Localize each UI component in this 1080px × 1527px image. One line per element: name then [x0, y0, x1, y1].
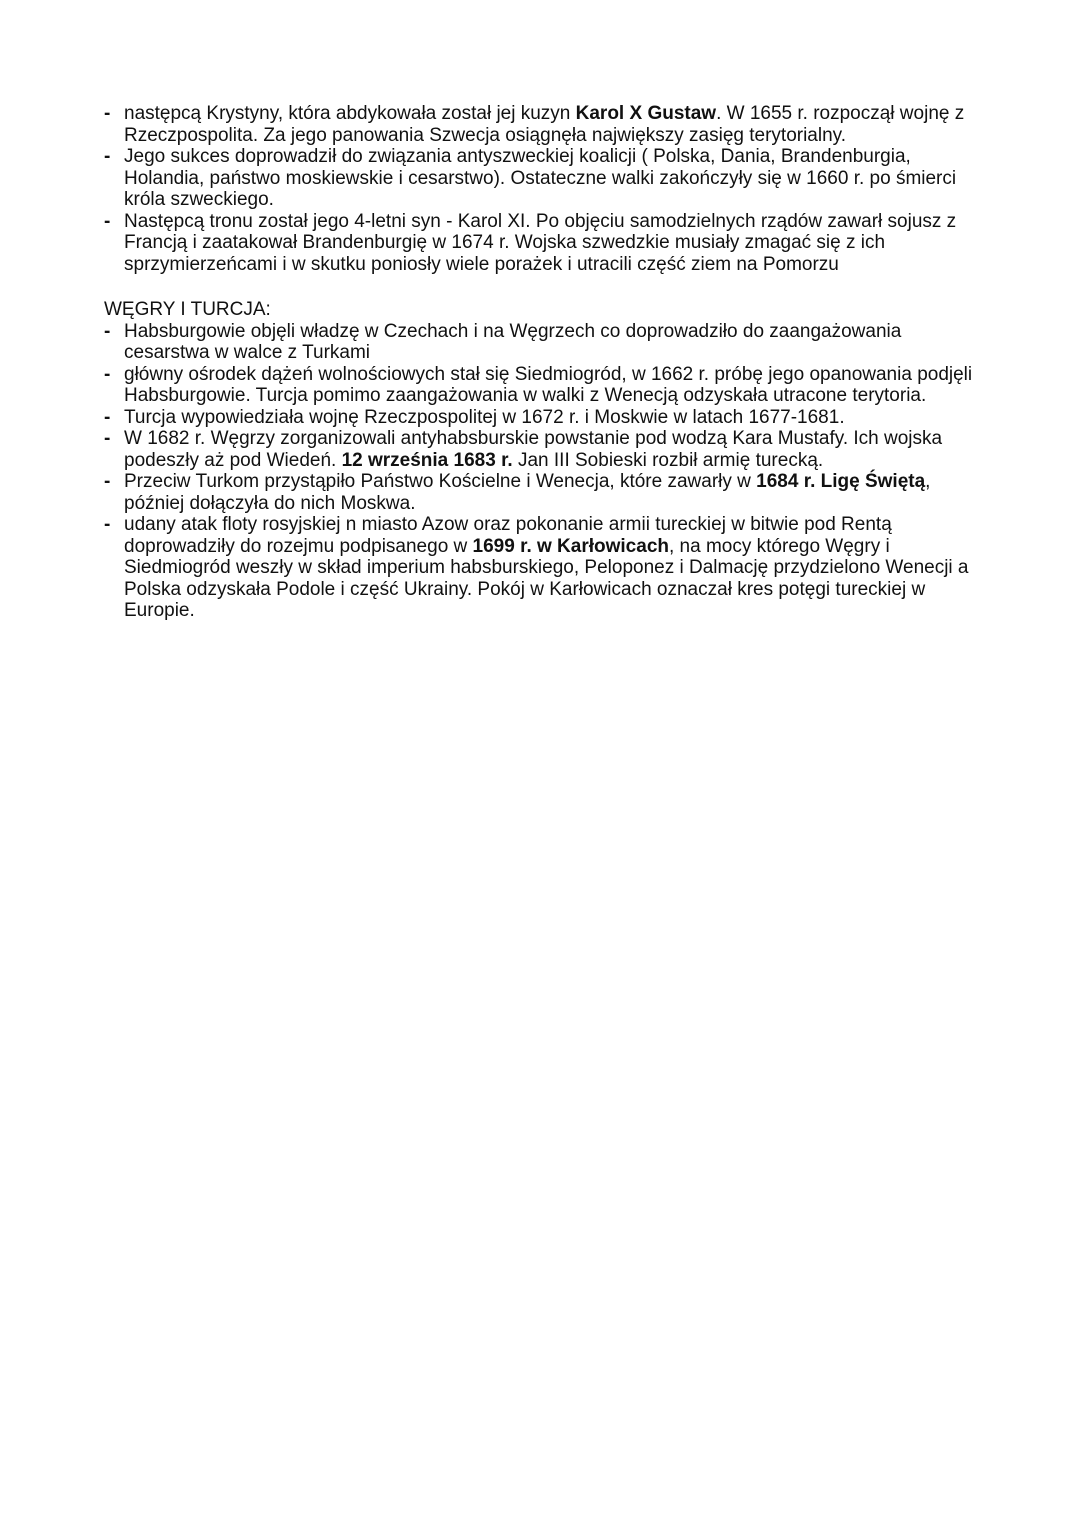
text-run: , na mocy którego Węgry i Siedmiogród weszły w skład imperium habsburskiego, Peloponez i Dalmację przydzielono Wenecji a Polska odzyskała Podole i część Ukrainy. Pokój w Karłowicach oznaczał kres potęgi tureckiej w Europie.: [124, 535, 969, 621]
text-run: Habsburgowie objęli władzę w Czechach i na Węgrzech co doprowadziło do zaangażowania cesarstwa w walce z Turkami: [124, 320, 902, 363]
text-run: następcą Krystyny, która abdykowała został jej kuzyn: [124, 103, 576, 124]
list-item: [104, 364, 984, 407]
list-item: [104, 103, 984, 146]
list-item: [104, 428, 984, 471]
text-run: główny ośrodek dążeń wolnościowych stał się Siedmiogród, w 1662 r. próbę jego opanowania podjęli Habsburgowie. Turcja pomimo zaangażowania w walki z Wenecją odzyskała utracone terytoria.: [124, 363, 973, 406]
list-item: [104, 321, 984, 364]
list-item: [104, 211, 984, 276]
bullet-dash: -: [104, 428, 111, 449]
text-run: Przeciw Turkom przystąpiło Państwo Kościelne i Wenecja, które zawarły w: [124, 471, 757, 492]
section-sweden: [104, 103, 984, 275]
bold-text: 12 września 1683 r.: [341, 449, 513, 471]
bullet-list: [104, 321, 984, 622]
bold-text: 1699 r. w Karłowicach: [472, 535, 669, 557]
text-run: Turcja wypowiedziała wojnę Rzeczpospolitej w 1672 r. i Moskwie w latach 1677-1681.: [124, 406, 845, 428]
text-run: udany atak floty rosyjskiej n miasto Azow oraz pokonanie armii tureckiej w bitwie pod Rentą doprowadziły do rozejmu podpisanego w: [124, 514, 892, 557]
bullet-dash: -: [104, 210, 111, 232]
text-run: , później dołączyła do nich Moskwa.: [124, 471, 931, 514]
list-item: [104, 407, 984, 429]
bullet-dash: -: [104, 363, 111, 385]
bullet-dash: -: [104, 103, 111, 124]
bullet-dash: -: [104, 320, 111, 342]
list-item: [104, 471, 984, 514]
bullet-dash: -: [104, 514, 111, 535]
bullet-dash: -: [104, 471, 111, 492]
text-run: . W 1655 r. rozpoczął wojnę z Rzeczpospolita. Za jego panowania Szwecja osiągnęła największy zasięg terytorialny.: [124, 103, 965, 146]
text-run: Jan III Sobieski rozbił armię turecką.: [512, 449, 824, 471]
bullet-dash: -: [104, 406, 111, 428]
bold-text: Karol X Gustaw: [575, 103, 717, 124]
bullet-list: [104, 103, 984, 275]
text-run: Następcą tronu został jego 4-letni syn - Karol XI. Po objęciu samodzielnych rządów zawarł sojusz z Francją i zaatakował Brandenburgię w 1674 r. Wojska szwedzkie musiały zmagać się z ich sprzymierzeńcami i w skutku poniosły wiele porażek i utracili część ziem na Pomorzu: [124, 210, 957, 275]
section-hungary-turkey: [104, 299, 984, 622]
list-item: [104, 146, 984, 211]
text-run: W 1682 r. Węgrzy zorganizowali antyhabsburskie powstanie pod wodzą Kara Mustafy. Ich wojska podeszły aż pod Wiedeń.: [124, 428, 943, 471]
bullet-dash: -: [104, 146, 111, 167]
section-heading: WĘGRY I TURCJA:: [104, 299, 271, 320]
bold-text: 1684 r. Ligę Świętą: [756, 471, 926, 492]
list-item: [104, 514, 984, 622]
text-run: Jego sukces doprowadził do związania antyszweckiej koalicji ( Polska, Dania, Brandenburgia, Holandia, państwo moskiewskie i cesarstwo). Ostateczne walki zakończyły się w 1660 r. po śmierci króla szweckiego.: [124, 146, 957, 210]
